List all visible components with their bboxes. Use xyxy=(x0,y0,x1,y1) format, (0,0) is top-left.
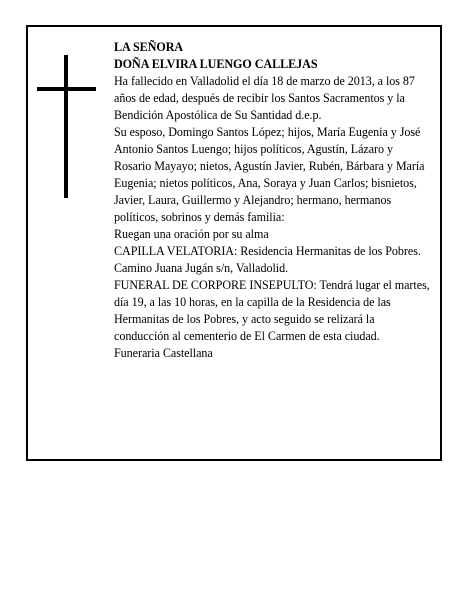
funeral-home: Funeraria Castellana xyxy=(114,346,213,360)
wake-label: CAPILLA VELATORIA: xyxy=(114,244,238,258)
wake-info xyxy=(114,243,430,277)
wake-text: Residencia Hermanitas de los Pobres. Camino Juana Jugán s/n, Valladolid. xyxy=(114,244,421,275)
deceased-name: DOÑA ELVIRA LUENGO CALLEJAS xyxy=(114,57,318,71)
obituary-text xyxy=(114,39,430,362)
funeral-text: Tendrá lugar el martes, día 19, a las 10 horas, en la capilla de la Residencia de las Hermanitas de los Pobres, y acto seguido se relizará la conducción al cementerio de El Carmen de esta ciudad. xyxy=(114,278,430,343)
funeral-info xyxy=(114,277,430,345)
cross-vertical-bar xyxy=(64,55,68,198)
prayer-request: Ruegan una oración por su alma xyxy=(114,227,269,241)
family-list: Su esposo, Domingo Santos López; hijos, María Eugenia y José Antonio Santos Luengo; hijos políticos, Agustín, Lázaro y Rosario Mayayo; nietos, Agustín Javier, Rubén, Bárbara y María Eugenia; nietos políticos, Ana, Soraya y Juan Carlos; bisnietos, Javier, Laura, Guillermo y Alejandro; hermano, hermanos políticos, sobrinos y demás familia: xyxy=(114,125,425,224)
cross-horizontal-bar xyxy=(37,87,96,91)
funeral-label: FUNERAL DE CORPORE INSEPULTO: xyxy=(114,278,317,292)
death-announcement: Ha fallecido en Valladolid el día 18 de marzo de 2013, a los 87 años de edad, después de recibir los Santos Sacramentos y la Bendición Apostólica de Su Santidad d.e.p. xyxy=(114,74,415,122)
notice-heading-title: LA SEÑORA xyxy=(114,40,184,54)
